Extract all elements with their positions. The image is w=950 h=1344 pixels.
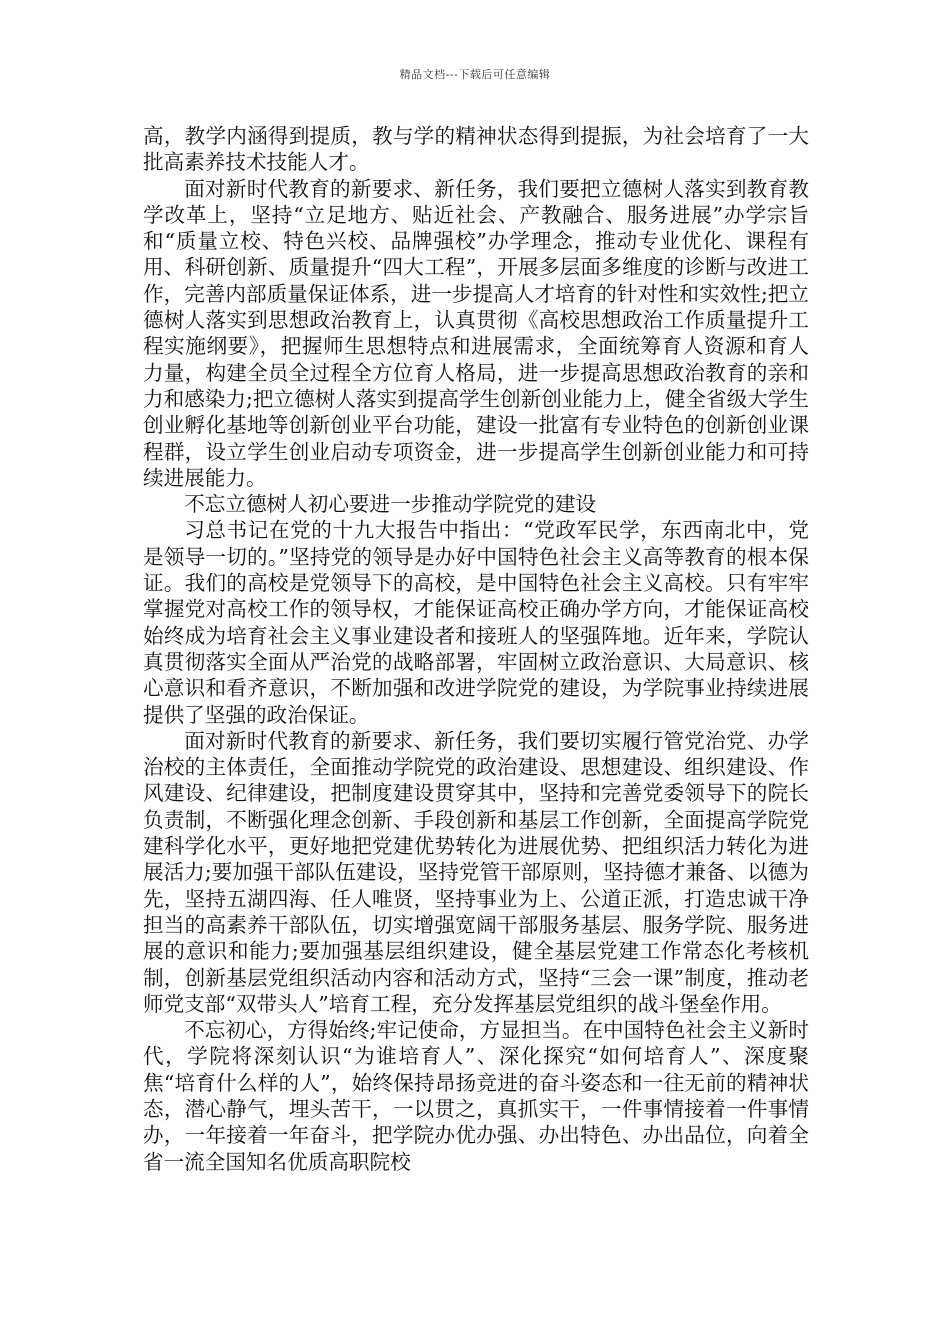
document-body <box>143 123 809 1175</box>
paragraph-moral-education: 面对新时代教育的新要求、新任务，我们要把立德树人落实到教育教学改革上，坚持“立足地方、贴近社会、产教融合、服务进展”办学宗旨和“质量立校、特色兴校、品牌强校”办学理念，推动专业优化、课程有用、科研创新、质量提升“四大工程”，开展多层面多维度的诊断与改进工作，完善内部质量保证体系，进一步提高人才培育的针对性和实效性;把立德树人落实到思想政治教育上，认真贯彻《高校思想政治工作质量提升工程实施纲要》，把握师生思想特点和进展需求，全面统筹育人资源和育人力量，构建全员全过程全方位育人格局，进一步提高思想政治教育的亲和力和感染力;把立德树人落实到提高学生创新创业能力上，健全省级大学生创业孵化基地等创新创业平台功能，建设一批富有专业特色的创新创业课程群，设立学生创业启动专项资金，进一步提高学生创新创业能力和可持续进展能力。 <box>143 176 809 490</box>
paragraph-party-leadership: 习总书记在党的十九大报告中指出：“党政军民学，东西南北中，党是领导一切的。”坚持党的领导是办好中国特色社会主义高等教育的根本保证。我们的高校是党领导下的高校，是中国特色社会主义高校。只有牢牢掌握党对高校工作的领导权，才能保证高校正确办学方向，才能保证高校始终成为培育社会主义事业建设者和接班人的坚强阵地。近年来，学院认真贯彻落实全面从严治党的战略部署，牢固树立政治意识、大局意识、核心意识和看齐意识，不断加强和改进学院党的建设，为学院事业持续进展提供了坚强的政治保证。 <box>143 518 809 727</box>
paragraph-party-building: 面对新时代教育的新要求、新任务，我们要切实履行管党治党、办学治校的主体责任，全面推动学院党的政治建设、思想建设、组织建设、作风建设、纪律建设，把制度建设贯穿其中，坚持和完善党委领导下的院长负责制，不断强化理念创新、手段创新和基层工作创新，全面提高学院党建科学化水平，更好地把党建优势转化为进展优势、把组织活力转化为进展活力;要加强干部队伍建设，坚持党管干部原则，坚持德才兼备、以德为先，坚持五湖四海、任人唯贤，坚持事业为上、公道正派，打造忠诚干净担当的高素养干部队伍，切实增强宽阔干部服务基层、服务学院、服务进展的意识和能力;要加强基层组织建设，健全基层党建工作常态化考核机制，创新基层党组织活动内容和活动方式，坚持“三会一课”制度，推动老师党支部“双带头人”培育工程，充分发挥基层党组织的战斗堡垒作用。 <box>143 728 809 1016</box>
paragraph-continuation: 高，教学内涵得到提质，教与学的精神状态得到提振，为社会培育了一大批高素养技术技能人才。 <box>143 124 809 175</box>
paragraph-conclusion: 不忘初心，方得始终;牢记使命，方显担当。在中国特色社会主义新时代，学院将深刻认识“为谁培育人”、深化探究“如何培育人”、深度聚焦“培育什么样的人”，始终保持昂扬竞进的奋斗姿态和一往无前的精神状态，潜心静气，埋头苦干，一以贯之，真抓实干，一件事情接着一件事情办，一年接着一年奋斗，把学院办优办强、办出特色、办出品位，向着全省一流全国知名优质高职院校 <box>143 1018 809 1174</box>
page-header: 精品文档---下载后可任意编辑 <box>399 68 551 81</box>
section-heading: 不忘立德树人初心要进一步推动学院党的建设 <box>184 492 597 517</box>
